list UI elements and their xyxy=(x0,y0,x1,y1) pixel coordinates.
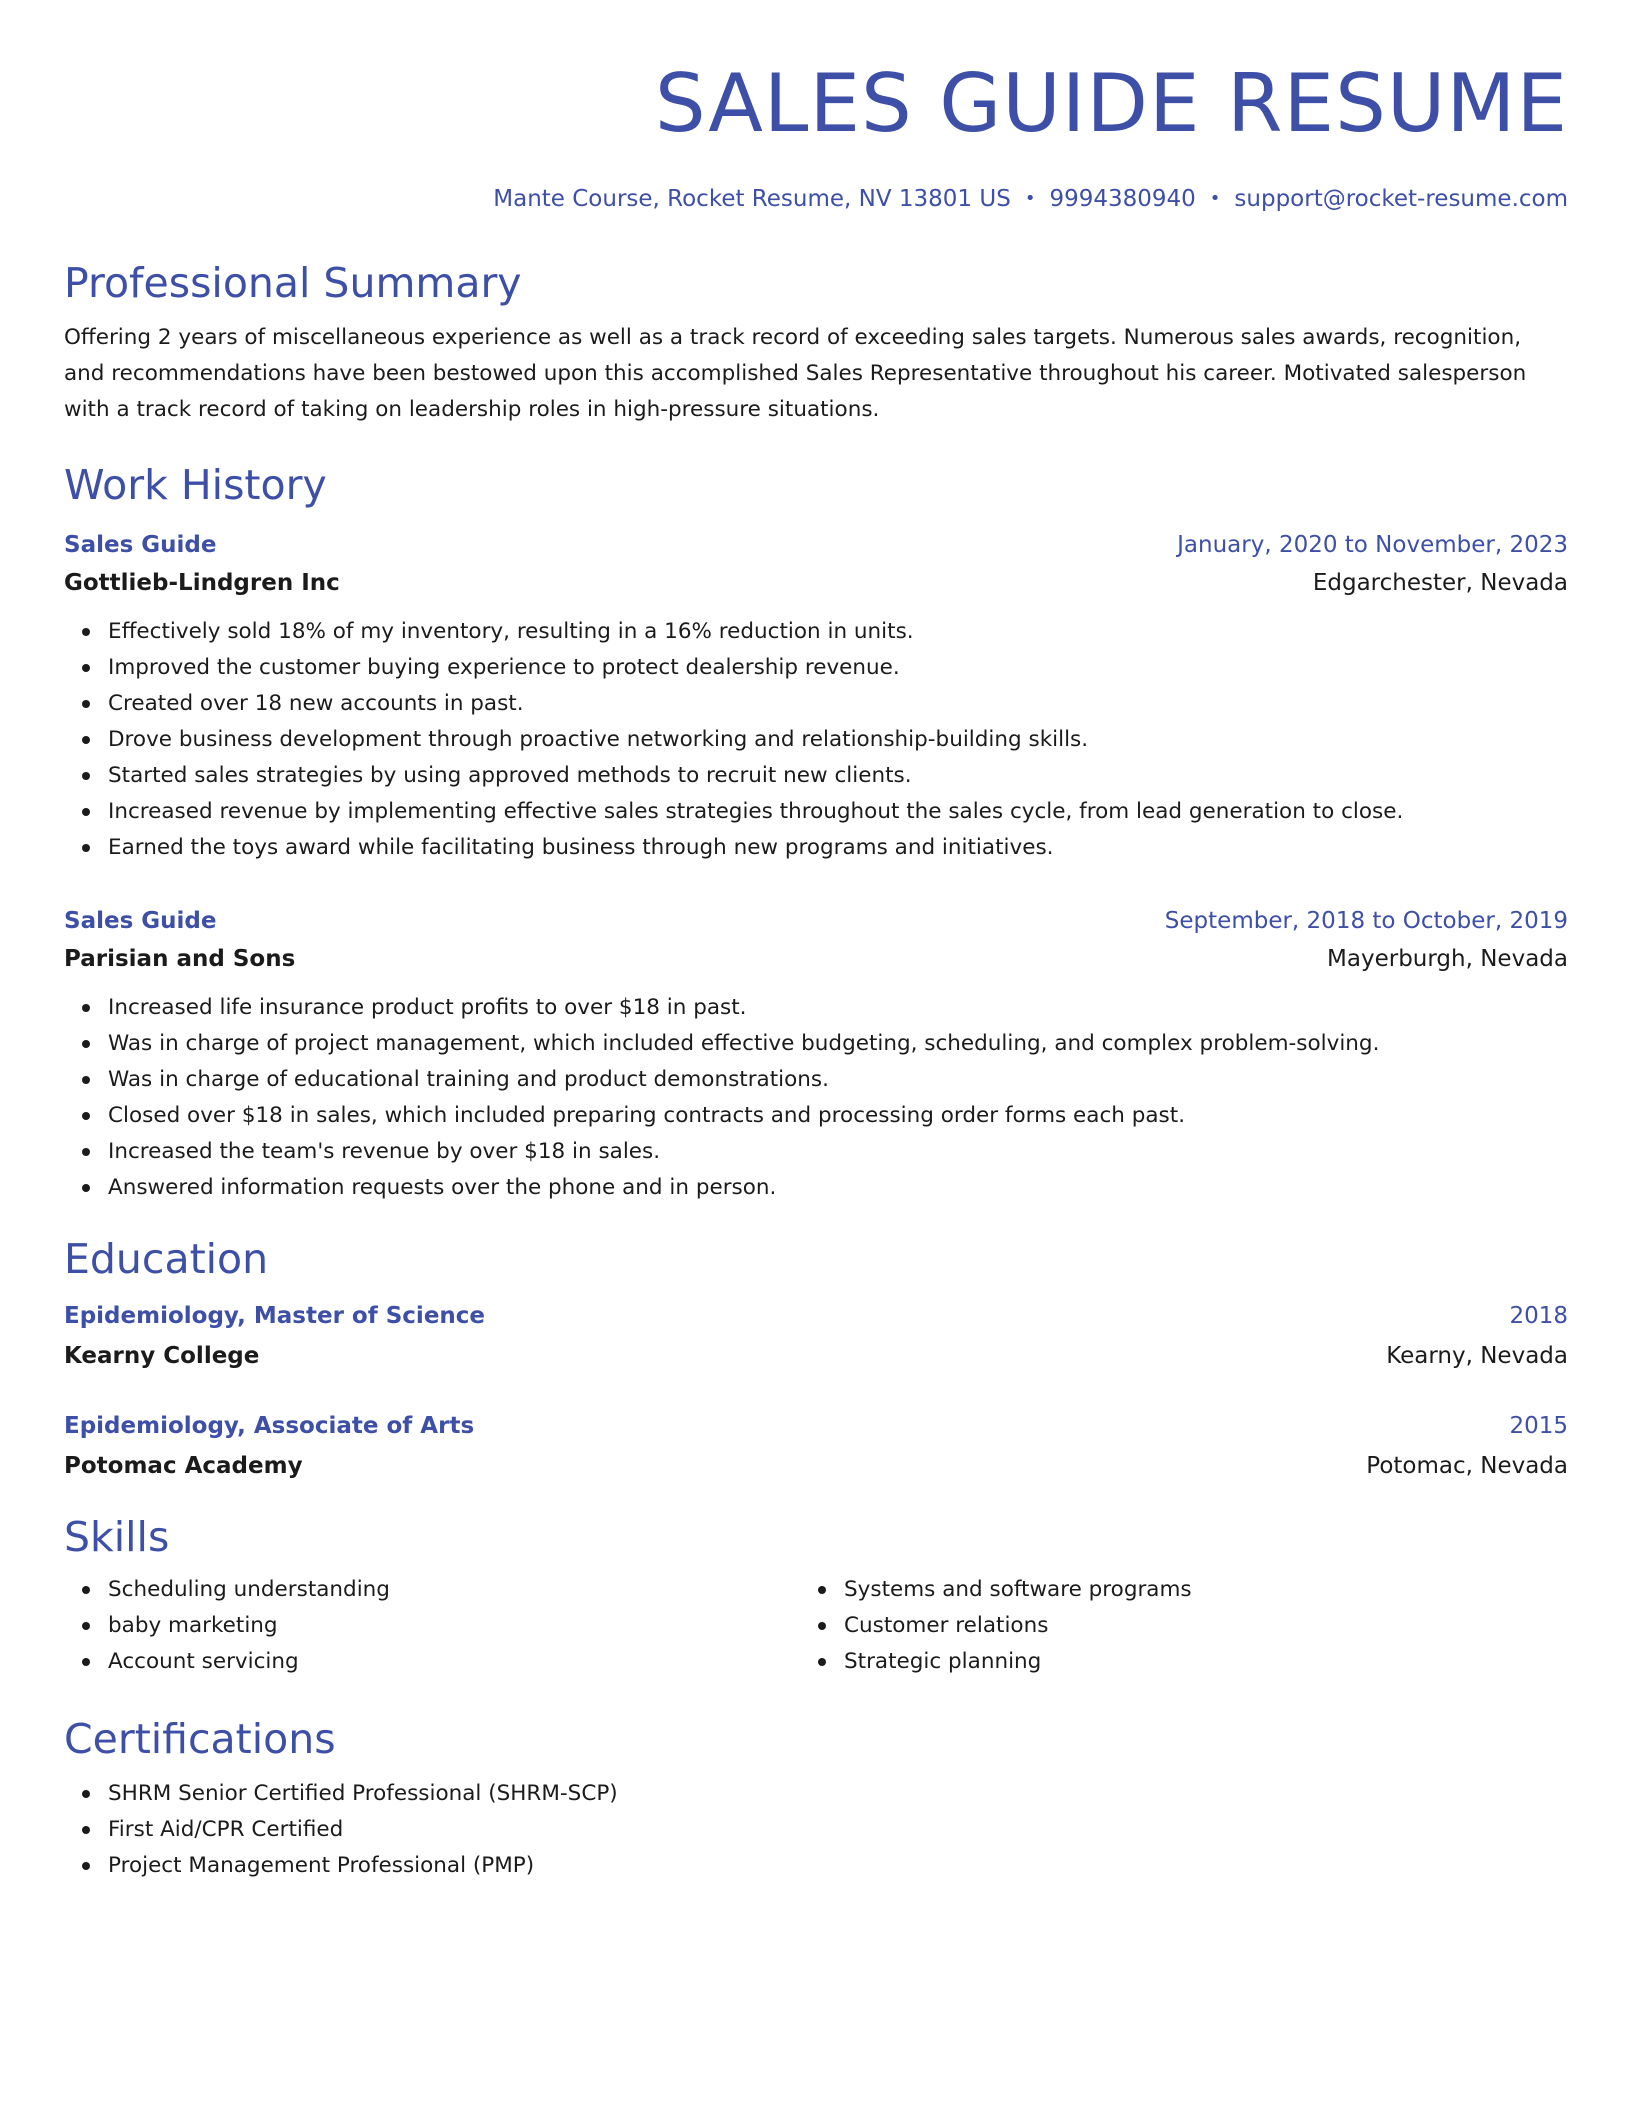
section-title-certifications: Certifications xyxy=(64,1715,336,1763)
section-professional-summary xyxy=(64,258,1568,428)
education-header xyxy=(64,1296,1568,1336)
job-entry xyxy=(64,526,1568,866)
skill-item: baby marketing xyxy=(108,1608,800,1644)
job-location: Mayerburgh, Nevada xyxy=(1327,946,1568,972)
contact-phone: 9994380940 xyxy=(1049,186,1196,212)
job-bullet: Improved the customer buying experience to protect dealership revenue. xyxy=(108,650,1568,686)
job-subheader xyxy=(64,564,1568,602)
job-bullet: Effectively sold 18% of my inventory, resulting in a 16% reduction in units. xyxy=(108,614,1568,650)
education-year: 2015 xyxy=(1509,1413,1568,1439)
contact-email: support@rocket-resume.com xyxy=(1234,186,1568,212)
section-title-skills: Skills xyxy=(64,1513,170,1561)
job-company: Gottlieb-Lindgren Inc xyxy=(64,570,340,596)
certification-list xyxy=(64,1776,1568,1884)
education-location: Kearny, Nevada xyxy=(1386,1343,1568,1369)
job-title: Sales Guide xyxy=(64,532,217,558)
job-bullet: Earned the toys award while facilitating business through new programs and initiatives. xyxy=(108,830,1568,866)
job-header xyxy=(64,526,1568,564)
skill-item: Scheduling understanding xyxy=(108,1572,800,1608)
contact-line xyxy=(64,184,1568,214)
job-bullet: Increased the team's revenue by over $18 in sales. xyxy=(108,1134,1568,1170)
contact-separator: • xyxy=(1209,188,1221,209)
job-subheader xyxy=(64,940,1568,978)
certification-item: Project Management Professional (PMP) xyxy=(108,1848,1568,1884)
education-school: Kearny College xyxy=(64,1343,260,1369)
job-bullet: Was in charge of educational training and product demonstrations. xyxy=(108,1062,1568,1098)
section-title-education: Education xyxy=(64,1235,269,1283)
section-work-history xyxy=(64,460,1568,1206)
job-bullets xyxy=(64,614,1568,866)
contact-address: Mante Course, Rocket Resume, NV 13801 US xyxy=(493,186,1011,212)
skills-column-left xyxy=(64,1572,800,1680)
skill-item: Customer relations xyxy=(844,1608,1536,1644)
job-dates: September, 2018 to October, 2019 xyxy=(1164,908,1568,934)
resume-name: SALES GUIDE RESUME xyxy=(654,57,1568,150)
job-bullet: Was in charge of project management, which included effective budgeting, scheduling, and complex problem-solving. xyxy=(108,1026,1568,1062)
resume-header xyxy=(64,56,1568,214)
skill-item: Systems and software programs xyxy=(844,1572,1536,1608)
education-degree: Epidemiology, Associate of Arts xyxy=(64,1413,475,1439)
job-bullet: Increased revenue by implementing effective sales strategies throughout the sales cycle, from lead generation to close. xyxy=(108,794,1568,830)
education-entry xyxy=(64,1406,1568,1486)
skill-item: Account servicing xyxy=(108,1644,800,1680)
section-education xyxy=(64,1234,1568,1486)
education-degree: Epidemiology, Master of Science xyxy=(64,1303,486,1329)
skills-column-right xyxy=(800,1572,1536,1680)
section-certifications xyxy=(64,1714,1568,1884)
job-bullet: Answered information requests over the phone and in person. xyxy=(108,1170,1568,1206)
certification-item: SHRM Senior Certified Professional (SHRM-SCP) xyxy=(108,1776,1568,1812)
section-title-summary: Professional Summary xyxy=(64,259,522,307)
job-bullet: Created over 18 new accounts in past. xyxy=(108,686,1568,722)
section-skills xyxy=(64,1512,1568,1680)
job-bullet: Increased life insurance product profits to over $18 in past. xyxy=(108,990,1568,1026)
summary-text: Offering 2 years of miscellaneous experience as well as a track record of exceeding sales targets. Numerous sales awards, recognition, and recommendations have been bestowed upon this accomplished Sales Representative throughout his career. Motivated salesperson with a track record of taking on leadership roles in high-pressure situations. xyxy=(64,325,1527,422)
education-header xyxy=(64,1406,1568,1446)
job-bullet: Started sales strategies by using approved methods to recruit new clients. xyxy=(108,758,1568,794)
skill-item: Strategic planning xyxy=(844,1644,1536,1680)
education-school: Potomac Academy xyxy=(64,1453,303,1479)
education-location: Potomac, Nevada xyxy=(1366,1453,1568,1479)
job-bullets xyxy=(64,990,1568,1206)
education-subheader xyxy=(64,1336,1568,1376)
section-title-work-history: Work History xyxy=(64,461,327,509)
job-header xyxy=(64,902,1568,940)
job-company: Parisian and Sons xyxy=(64,946,296,972)
education-entry xyxy=(64,1296,1568,1376)
job-title: Sales Guide xyxy=(64,908,217,934)
contact-separator: • xyxy=(1024,188,1036,209)
certification-item: First Aid/CPR Certified xyxy=(108,1812,1568,1848)
job-dates: January, 2020 to November, 2023 xyxy=(1177,532,1568,558)
job-location: Edgarchester, Nevada xyxy=(1312,570,1568,596)
job-bullet: Drove business development through proactive networking and relationship-building skills. xyxy=(108,722,1568,758)
skills-grid xyxy=(64,1572,1568,1680)
job-entry xyxy=(64,902,1568,1206)
education-year: 2018 xyxy=(1509,1303,1568,1329)
education-subheader xyxy=(64,1446,1568,1486)
job-bullet: Closed over $18 in sales, which included preparing contracts and processing order forms each past. xyxy=(108,1098,1568,1134)
